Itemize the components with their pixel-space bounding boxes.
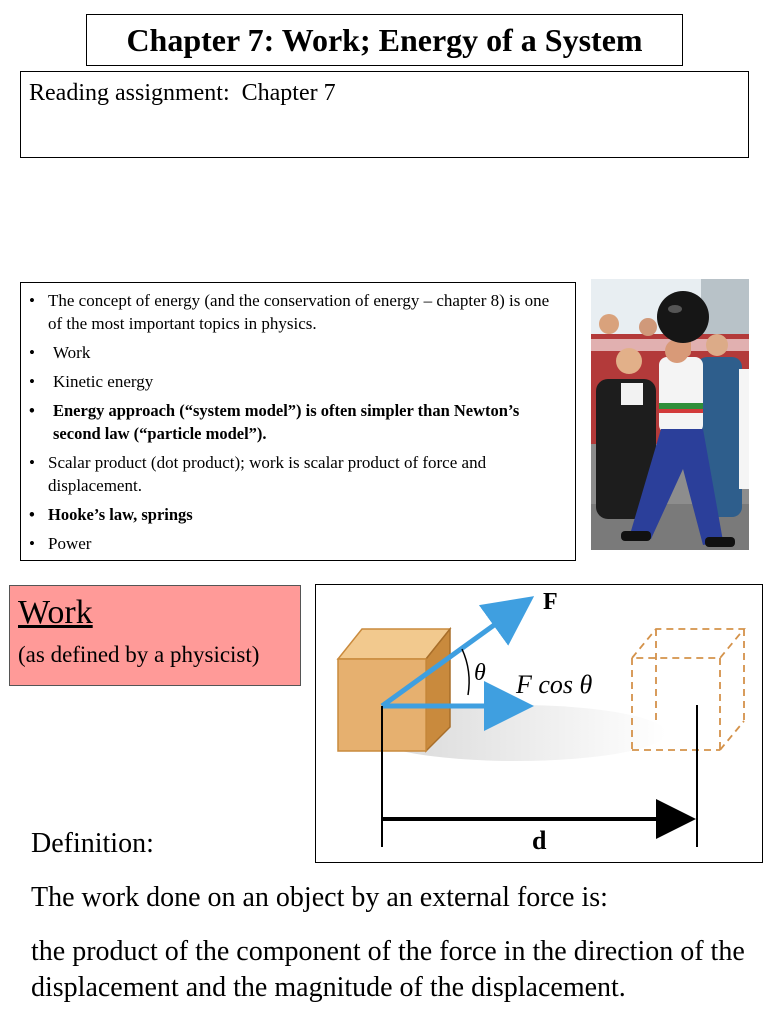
topic-item: • Hooke’s law, springs bbox=[28, 503, 567, 526]
topic-item: • The concept of energy (and the conservation of energy – chapter 8) is one of the most important topics in physics. bbox=[28, 289, 567, 335]
topic-item: • Work bbox=[28, 341, 567, 364]
work-heading: Work bbox=[18, 594, 93, 631]
strongman-photo-graphic bbox=[591, 279, 749, 550]
angle-arc bbox=[462, 649, 469, 695]
force-label: F bbox=[543, 589, 558, 615]
work-subheading: (as defined by a physicist) bbox=[18, 642, 260, 667]
work-diagram-graphic bbox=[316, 585, 763, 863]
reading-label: Reading assignment: bbox=[29, 80, 230, 106]
definition-label: Definition: bbox=[31, 828, 154, 859]
strongman-photo bbox=[591, 279, 749, 550]
definition-line-2: the product of the component of the force in the direction of the displacement and the magnitude of the displacement. bbox=[31, 936, 745, 1003]
topic-item: • Kinetic energy bbox=[28, 370, 567, 393]
definition-line-1: The work done on an object by an external force is: bbox=[31, 882, 608, 913]
block-icon bbox=[338, 629, 450, 751]
work-heading-box bbox=[9, 585, 301, 686]
topics-box bbox=[20, 282, 576, 561]
reading-value: Chapter 7 bbox=[241, 80, 336, 106]
topics-list bbox=[28, 289, 567, 555]
topic-item: • Scalar product (dot product); work is scalar product of force and displacement. bbox=[28, 451, 567, 497]
displacement-label: d bbox=[532, 826, 547, 855]
angle-label: θ bbox=[474, 660, 486, 686]
work-diagram bbox=[315, 584, 763, 863]
page-title: Chapter 7: Work; Energy of a System bbox=[86, 14, 683, 66]
force-component-label: F cos θ bbox=[516, 670, 593, 699]
topic-item: • Energy approach (“system model”) is often simpler than Newton’s second law (“particle model”). bbox=[28, 399, 567, 445]
topic-item: • Power bbox=[28, 532, 567, 555]
reading-assignment-box bbox=[20, 71, 749, 158]
